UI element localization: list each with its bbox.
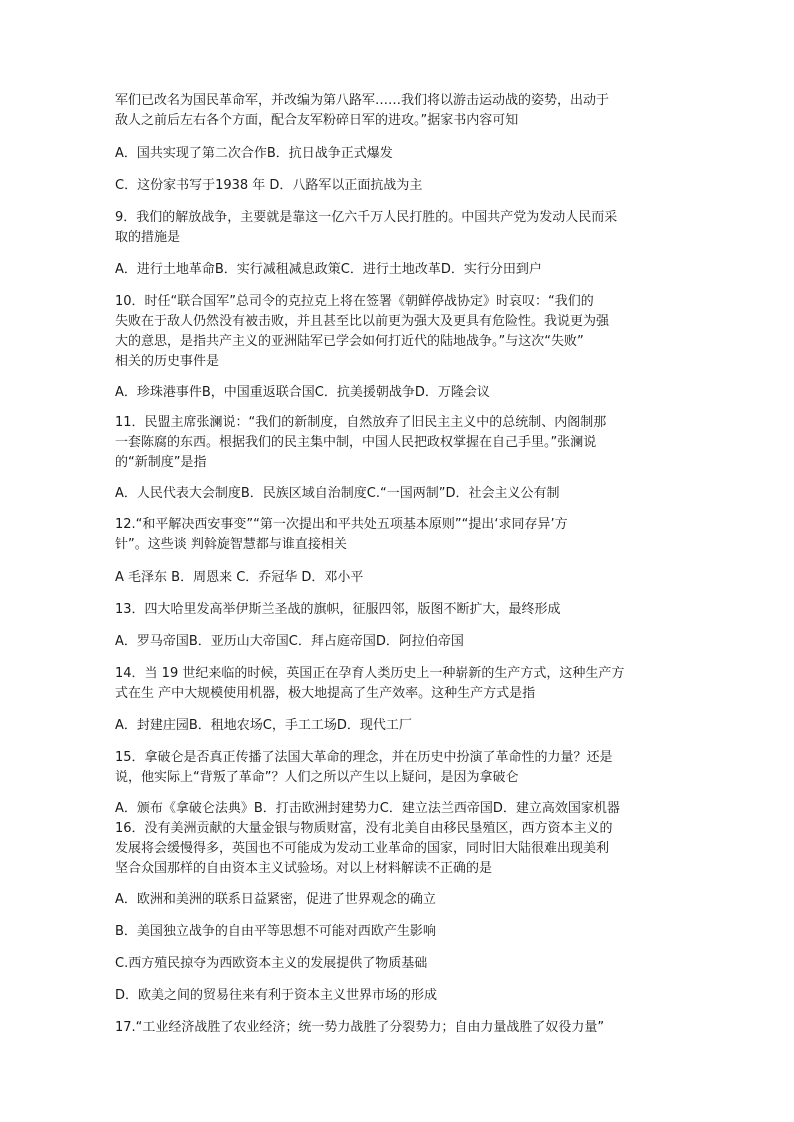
text-line: 敌人之前后左右各个方面，配合友军粉碎日军的进攻。”据家书内容可知 <box>115 113 519 128</box>
text-line: 10．时任“联合国军”总司令的克拉克上将在签署《朝鲜停战协定》时哀叹：“我们的 <box>115 294 594 309</box>
text-line: A．进行土地革命B．实行减租减息政策C．进行土地改革D．实行分田到户 <box>115 262 542 277</box>
text-line: 17.“工业经济战胜了农业经济；统一势力战胜了分裂势力；自由力量战胜了奴役力量” <box>115 1020 605 1035</box>
text-line: 9．我们的解放战争，主要就是靠这一亿六千万人民打胜的。中国共产党为发动人民而采 <box>115 210 618 225</box>
text-line: 失败在于敌人仍然没有被击败，并且甚至比以前更为强大及更具有危险性。我说更为强 <box>115 314 610 329</box>
text-line: 一套陈腐的东西。根据我们的民主集中制，中国人民把政权掌握在自己手里。”张澜说 <box>115 435 597 450</box>
text-line: A．人民代表大会制度B．民族区域自治制度C.“一国两制”D．社会主义公有制 <box>115 486 560 501</box>
text-line: A．国共实现了第二次合作B．抗日战争正式爆发 <box>115 146 393 161</box>
text-line: 相关的历史事件是 <box>115 354 220 369</box>
text-line: B．美国独立战争的自由平等思想不可能对西欧产生影响 <box>115 924 436 939</box>
text-line: 11．民盟主席张澜说：“我们的新制度，自然放弃了旧民主主义中的总统制、内阁制那 <box>115 415 607 430</box>
text-line: A．珍珠港事件B，中国重返联合国C．抗美援朝战争D．万隆会议 <box>115 385 490 400</box>
text-line: 的“新制度”是指 <box>115 455 207 470</box>
text-line: 针”。这些谈 判斡旋智慧都与谁直接相关 <box>115 537 347 552</box>
text-line: 发展将会缓慢得多，英国也不可能成为发动工业革命的国家，同时旧大陆很难出现美利 <box>115 841 610 856</box>
text-line: A．欧洲和美洲的联系日益紧密，促进了世界观念的确立 <box>115 892 436 907</box>
text-line: 大的意思，是指共产主义的亚洲陆军已学会如何打近代的陆地战争。”与这次“失败” <box>115 334 584 349</box>
text-line: A．颁布《拿破仑法典》B．打击欧洲封建势力C．建立法兰西帝国D．建立高效国家机器 <box>115 801 620 816</box>
text-line: A 毛泽东 B．周恩来 C．乔冠华 D．邓小平 <box>115 570 364 585</box>
text-line: 12.“和平解决西安事变”“第一次提出和平共处五项基本原则”“提出‘求同存异’方 <box>115 517 568 532</box>
text-line: 坚合众国那样的自由资本主义试验场。对以上材料解读不正确的是 <box>115 861 493 876</box>
text-line: 16．没有美洲贡献的大量金银与物质财富，没有北美自由移民垦殖区，西方资本主义的 <box>115 821 613 836</box>
text-line: 13．四大哈里发高举伊斯兰圣战的旗帜，征服四邻，版图不断扩大，最终形成 <box>115 602 561 617</box>
text-line: A．罗马帝国B．亚历山大帝国C．拜占庭帝国D．阿拉伯帝国 <box>115 634 464 649</box>
text-line: A．封建庄园B．租地农场C，手工工场D．现代工厂 <box>115 718 412 733</box>
text-line: 军们已改名为国民革命军，并改编为第八路军……我们将以游击运动战的姿势，出动于 <box>115 93 610 108</box>
text-line: 说，他实际上“背叛了革命”？人们之所以产生以上疑问，是因为拿破仑 <box>115 770 519 785</box>
text-line: D．欧美之间的贸易往来有利于资本主义世界市场的形成 <box>115 988 438 1003</box>
text-line: 式在生 产中大规模使用机器，极大地提高了生产效率。这种生产方式是指 <box>115 686 536 701</box>
text-line: 取的措施是 <box>115 230 181 245</box>
text-line: C．这份家书写于1938 年 D．八路军以正面抗战为主 <box>115 178 423 193</box>
text-line: 14．当 19 世纪来临的时候，英国正在孕育人类历史上一种崭新的生产方式，这种生产方 <box>115 666 625 681</box>
text-line: C.西方殖民掠夺为西欧资本主义的发展提供了物质基础 <box>115 956 428 971</box>
text-line: 15．拿破仑是否真正传播了法国大革命的理念，并在历史中扮演了革命性的力量？还是 <box>115 750 613 765</box>
